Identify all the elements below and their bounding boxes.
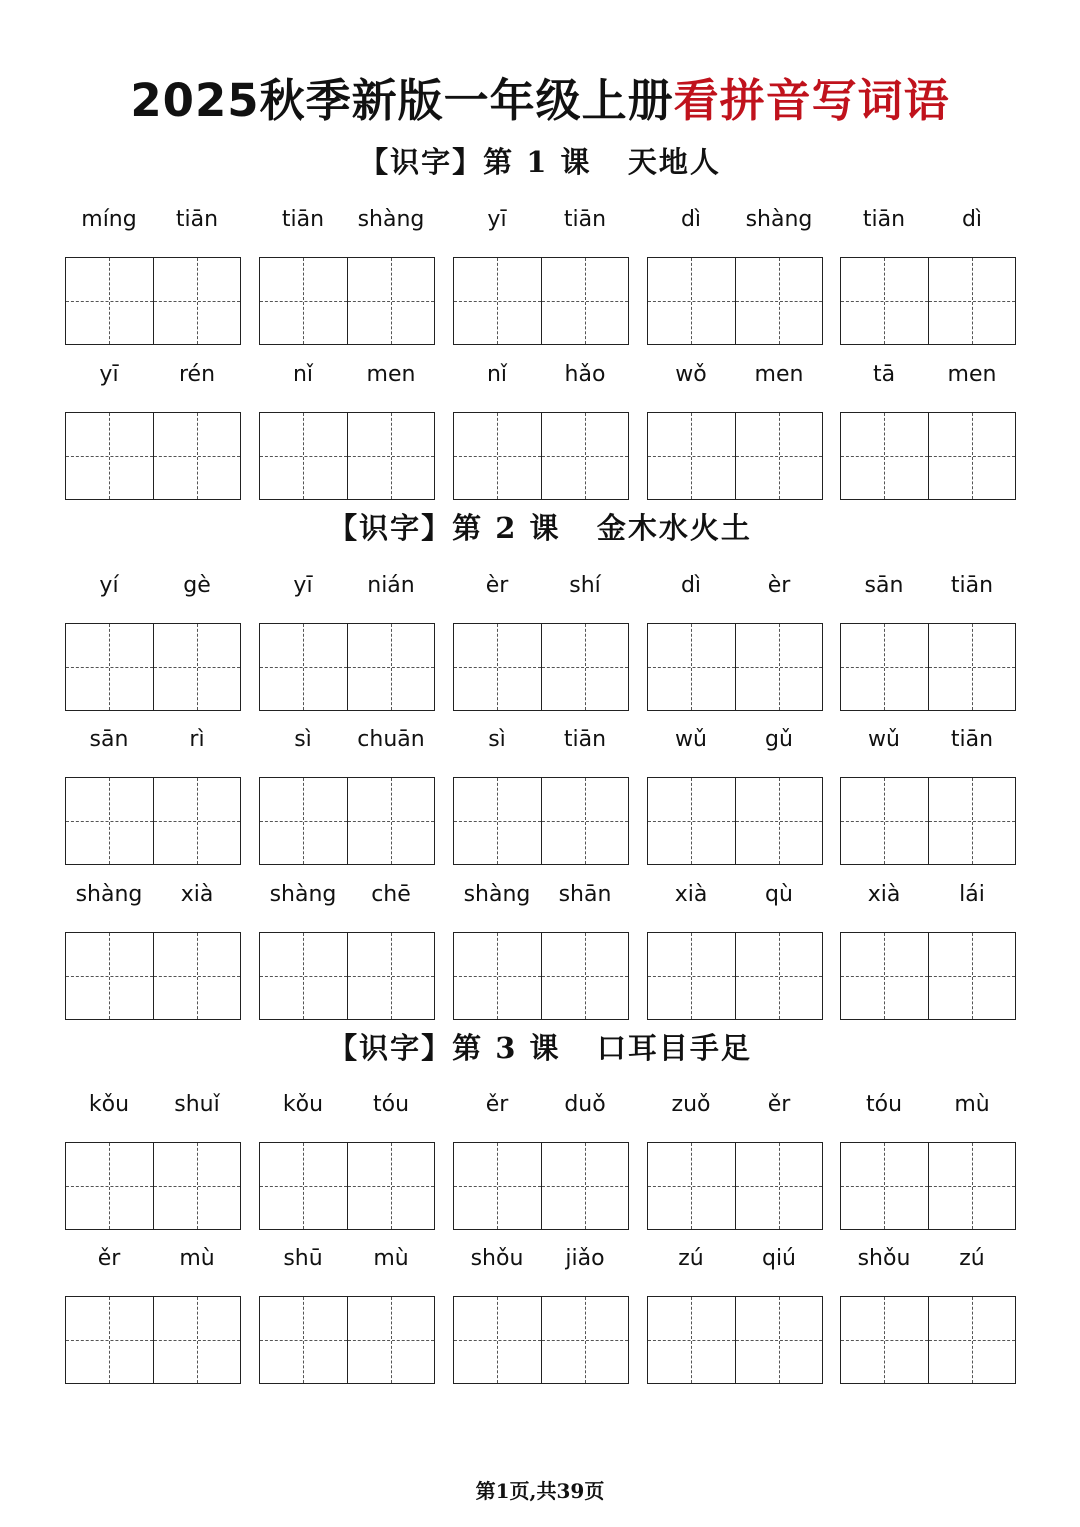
tianzige-cell[interactable]	[648, 933, 735, 1019]
word-item	[647, 202, 823, 352]
writing-grid	[647, 257, 823, 345]
writing-grid	[453, 1296, 629, 1384]
dashed-guide-vertical	[109, 933, 110, 1019]
writing-grid	[259, 932, 435, 1020]
pinyin-label: gǔ	[765, 727, 793, 752]
dashed-guide-vertical	[972, 933, 973, 1019]
word-item	[453, 722, 629, 872]
word-item	[259, 357, 435, 507]
pinyin-label: shàng	[463, 882, 531, 907]
writing-grid	[259, 777, 435, 865]
dashed-guide-vertical	[779, 933, 780, 1019]
writing-grid	[840, 1142, 1016, 1230]
pinyin-label: yī	[293, 573, 313, 598]
word-item	[647, 1241, 823, 1391]
dashed-guide-vertical	[691, 778, 692, 864]
dashed-guide-vertical	[197, 413, 198, 499]
tianzige-cell[interactable]	[153, 624, 241, 710]
tianzige-cell[interactable]	[648, 258, 735, 344]
pinyin-label: zuǒ	[671, 1092, 711, 1117]
tianzige-cell[interactable]	[260, 413, 347, 499]
tianzige-cell[interactable]	[541, 624, 629, 710]
pinyin-label: shū	[283, 1246, 323, 1271]
pinyin-label: wǔ	[675, 727, 707, 752]
dashed-guide-vertical	[391, 933, 392, 1019]
dashed-guide-vertical	[585, 933, 586, 1019]
pinyin-label: tiān	[563, 207, 607, 232]
writing-grid	[840, 412, 1016, 500]
dashed-guide-vertical	[391, 1297, 392, 1383]
word-item	[65, 1241, 241, 1391]
dashed-guide-vertical	[197, 258, 198, 344]
writing-grid	[65, 623, 241, 711]
tianzige-cell[interactable]	[66, 624, 153, 710]
tianzige-cell[interactable]	[66, 778, 153, 864]
pinyin-label: sì	[488, 727, 506, 752]
pinyin-label: tóu	[372, 1092, 410, 1117]
tianzige-cell[interactable]	[260, 1143, 347, 1229]
word-item	[453, 568, 629, 718]
tianzige-cell[interactable]	[347, 258, 435, 344]
word-item	[65, 1087, 241, 1237]
dashed-guide-vertical	[303, 258, 304, 344]
tianzige-cell[interactable]	[454, 413, 541, 499]
pinyin-label: duǒ	[564, 1092, 606, 1117]
pinyin-label: dì	[680, 207, 702, 232]
tianzige-cell[interactable]	[928, 1297, 1016, 1383]
tianzige-cell[interactable]	[841, 413, 928, 499]
pinyin-label: jiǎo	[565, 1246, 605, 1271]
dashed-guide-vertical	[497, 1143, 498, 1229]
word-item	[65, 722, 241, 872]
writing-grid	[453, 623, 629, 711]
pinyin-label: yī	[99, 362, 119, 387]
word-item	[647, 568, 823, 718]
pinyin-label: men	[754, 362, 804, 387]
word-item	[453, 357, 629, 507]
tianzige-cell[interactable]	[153, 1297, 241, 1383]
word-item	[259, 1241, 435, 1391]
tianzige-cell[interactable]	[260, 933, 347, 1019]
word-item	[647, 1087, 823, 1237]
word-item	[840, 568, 1016, 718]
word-item	[840, 877, 1016, 1027]
dashed-guide-vertical	[197, 1297, 198, 1383]
pinyin-label: mù	[373, 1246, 409, 1271]
pinyin-label: zú	[959, 1246, 985, 1271]
tianzige-cell[interactable]	[66, 1297, 153, 1383]
dashed-guide-vertical	[691, 933, 692, 1019]
pinyin-label: xià	[674, 882, 708, 907]
writing-grid	[647, 1142, 823, 1230]
dashed-guide-vertical	[585, 1143, 586, 1229]
dashed-guide-vertical	[972, 413, 973, 499]
tianzige-cell[interactable]	[928, 258, 1016, 344]
tianzige-cell[interactable]	[347, 624, 435, 710]
dashed-guide-vertical	[779, 624, 780, 710]
dashed-guide-vertical	[497, 624, 498, 710]
tianzige-cell[interactable]	[928, 1143, 1016, 1229]
tianzige-cell[interactable]	[648, 778, 735, 864]
page-title-main: 2025秋季新版一年级上册	[130, 74, 674, 127]
pinyin-label: yī	[487, 207, 507, 232]
writing-grid	[647, 623, 823, 711]
dashed-guide-vertical	[391, 1143, 392, 1229]
pinyin-label: shàng	[357, 207, 425, 232]
pinyin-label: ěr	[97, 1246, 121, 1271]
pinyin-label: rén	[178, 362, 216, 387]
dashed-guide-vertical	[972, 778, 973, 864]
dashed-guide-vertical	[779, 258, 780, 344]
pinyin-label: nǐ	[292, 362, 314, 387]
tianzige-cell[interactable]	[735, 1143, 823, 1229]
pinyin-label: tóu	[865, 1092, 903, 1117]
word-item	[65, 357, 241, 507]
dashed-guide-vertical	[972, 1143, 973, 1229]
dashed-guide-vertical	[109, 258, 110, 344]
tianzige-cell[interactable]	[153, 1143, 241, 1229]
tianzige-cell[interactable]	[735, 413, 823, 499]
word-item	[840, 357, 1016, 507]
tianzige-cell[interactable]	[260, 1297, 347, 1383]
pinyin-label: xià	[867, 882, 901, 907]
word-row	[0, 357, 1080, 507]
dashed-guide-vertical	[391, 778, 392, 864]
dashed-guide-vertical	[197, 933, 198, 1019]
pinyin-label: mù	[179, 1246, 215, 1271]
tianzige-cell[interactable]	[66, 933, 153, 1019]
dashed-guide-vertical	[109, 413, 110, 499]
tianzige-cell[interactable]	[347, 413, 435, 499]
pinyin-label: sān	[89, 727, 129, 752]
pinyin-label: tiān	[563, 727, 607, 752]
dashed-guide-vertical	[884, 624, 885, 710]
tianzige-cell[interactable]	[841, 624, 928, 710]
pinyin-label: gè	[183, 573, 211, 598]
pinyin-label: xià	[180, 882, 214, 907]
writing-grid	[647, 1296, 823, 1384]
pinyin-label: kǒu	[282, 1092, 324, 1117]
dashed-guide-vertical	[972, 1297, 973, 1383]
writing-grid	[65, 257, 241, 345]
page-title	[0, 66, 1080, 136]
writing-grid	[65, 777, 241, 865]
writing-grid	[453, 932, 629, 1020]
pinyin-label: lái	[959, 882, 985, 907]
tianzige-cell[interactable]	[648, 413, 735, 499]
dashed-guide-vertical	[497, 778, 498, 864]
pinyin-label: nǐ	[486, 362, 508, 387]
dashed-guide-vertical	[884, 1143, 885, 1229]
word-row	[0, 1087, 1080, 1237]
tianzige-cell[interactable]	[648, 1297, 735, 1383]
dashed-guide-vertical	[691, 624, 692, 710]
pinyin-label: zú	[678, 1246, 704, 1271]
pinyin-label: mù	[954, 1092, 990, 1117]
pinyin-label: yí	[99, 573, 119, 598]
dashed-guide-vertical	[779, 1297, 780, 1383]
pinyin-label: men	[366, 362, 416, 387]
pinyin-label: chuān	[357, 727, 425, 752]
tianzige-cell[interactable]	[541, 413, 629, 499]
word-item	[259, 722, 435, 872]
page-title-highlight: 看拼音写词语	[673, 74, 950, 127]
dashed-guide-vertical	[303, 1297, 304, 1383]
pinyin-label: èr	[767, 573, 791, 598]
writing-grid	[259, 412, 435, 500]
pinyin-label: kǒu	[88, 1092, 130, 1117]
pinyin-label: hǎo	[564, 362, 606, 387]
tianzige-cell[interactable]	[841, 778, 928, 864]
pinyin-label: shǒu	[857, 1246, 911, 1271]
tianzige-cell[interactable]	[735, 933, 823, 1019]
pinyin-label: shí	[569, 573, 601, 598]
dashed-guide-vertical	[585, 624, 586, 710]
word-item	[259, 568, 435, 718]
word-item	[647, 877, 823, 1027]
writing-grid	[65, 932, 241, 1020]
pinyin-label: men	[947, 362, 997, 387]
dashed-guide-vertical	[303, 624, 304, 710]
section-title: 【识字】第 3 课 口耳目手足	[328, 1031, 752, 1065]
writing-grid	[453, 777, 629, 865]
writing-grid	[647, 932, 823, 1020]
pinyin-label: èr	[485, 573, 509, 598]
pinyin-label: tiān	[950, 727, 994, 752]
dashed-guide-vertical	[585, 413, 586, 499]
word-row	[0, 568, 1080, 718]
tianzige-cell[interactable]	[841, 1297, 928, 1383]
dashed-guide-vertical	[391, 624, 392, 710]
page-footer: 第1页,共39页	[475, 1479, 605, 1503]
word-item	[840, 1241, 1016, 1391]
word-row	[0, 722, 1080, 872]
dashed-guide-vertical	[197, 778, 198, 864]
tianzige-cell[interactable]	[347, 1297, 435, 1383]
dashed-guide-vertical	[497, 933, 498, 1019]
tianzige-cell[interactable]	[735, 1297, 823, 1383]
tianzige-cell[interactable]	[153, 778, 241, 864]
word-item	[840, 202, 1016, 352]
tianzige-cell[interactable]	[454, 778, 541, 864]
dashed-guide-vertical	[884, 258, 885, 344]
writing-grid	[840, 623, 1016, 711]
tianzige-cell[interactable]	[153, 413, 241, 499]
pinyin-label: tā	[872, 362, 896, 387]
pinyin-label: shàng	[75, 882, 143, 907]
word-item	[840, 1087, 1016, 1237]
word-item	[840, 722, 1016, 872]
dashed-guide-vertical	[109, 624, 110, 710]
word-item	[65, 877, 241, 1027]
pinyin-label: shān	[558, 882, 612, 907]
pinyin-label: shàng	[745, 207, 813, 232]
dashed-guide-vertical	[779, 413, 780, 499]
dashed-guide-vertical	[497, 1297, 498, 1383]
dashed-guide-vertical	[303, 413, 304, 499]
tianzige-cell[interactable]	[541, 933, 629, 1019]
tianzige-cell[interactable]	[735, 258, 823, 344]
writing-grid	[647, 777, 823, 865]
tianzige-cell[interactable]	[928, 933, 1016, 1019]
tianzige-cell[interactable]	[347, 1143, 435, 1229]
tianzige-cell[interactable]	[454, 258, 541, 344]
section-title: 【识字】第 1 课 天地人	[359, 145, 721, 179]
dashed-guide-vertical	[884, 413, 885, 499]
tianzige-cell[interactable]	[541, 778, 629, 864]
writing-grid	[259, 257, 435, 345]
word-item	[453, 202, 629, 352]
pinyin-label: rì	[189, 727, 205, 752]
writing-grid	[259, 623, 435, 711]
writing-grid	[453, 412, 629, 500]
tianzige-cell[interactable]	[454, 1143, 541, 1229]
word-row	[0, 877, 1080, 1027]
tianzige-cell[interactable]	[648, 624, 735, 710]
dashed-guide-vertical	[585, 778, 586, 864]
word-item	[453, 877, 629, 1027]
word-item	[259, 1087, 435, 1237]
dashed-guide-vertical	[779, 1143, 780, 1229]
writing-grid	[65, 1296, 241, 1384]
pinyin-label: shàng	[269, 882, 337, 907]
tianzige-cell[interactable]	[735, 624, 823, 710]
pinyin-label: tiān	[175, 207, 219, 232]
dashed-guide-vertical	[391, 258, 392, 344]
pinyin-label: ěr	[767, 1092, 791, 1117]
section-title: 【识字】第 2 课 金木水火土	[328, 511, 752, 545]
word-item	[647, 357, 823, 507]
pinyin-label: shǒu	[470, 1246, 524, 1271]
dashed-guide-vertical	[691, 258, 692, 344]
tianzige-cell[interactable]	[648, 1143, 735, 1229]
pinyin-label: sì	[294, 727, 312, 752]
pinyin-label: dì	[961, 207, 983, 232]
tianzige-cell[interactable]	[541, 1297, 629, 1383]
tianzige-cell[interactable]	[841, 1143, 928, 1229]
tianzige-cell[interactable]	[541, 258, 629, 344]
word-item	[65, 202, 241, 352]
pinyin-label: qiú	[761, 1246, 797, 1271]
pinyin-label: tiān	[862, 207, 906, 232]
writing-grid	[453, 1142, 629, 1230]
tianzige-cell[interactable]	[928, 778, 1016, 864]
tianzige-cell[interactable]	[260, 624, 347, 710]
pinyin-label: shuǐ	[174, 1092, 220, 1117]
dashed-guide-vertical	[884, 933, 885, 1019]
pinyin-label: chē	[371, 882, 411, 907]
pinyin-label: tiān	[281, 207, 325, 232]
dashed-guide-vertical	[497, 413, 498, 499]
dashed-guide-vertical	[691, 413, 692, 499]
word-item	[647, 722, 823, 872]
tianzige-cell[interactable]	[841, 258, 928, 344]
dashed-guide-vertical	[109, 1297, 110, 1383]
tianzige-cell[interactable]	[541, 1143, 629, 1229]
pinyin-label: wǔ	[868, 727, 900, 752]
pinyin-label: tiān	[950, 573, 994, 598]
pinyin-label: wǒ	[675, 362, 707, 387]
tianzige-cell[interactable]	[260, 778, 347, 864]
writing-grid	[840, 777, 1016, 865]
tianzige-cell[interactable]	[66, 1143, 153, 1229]
dashed-guide-vertical	[972, 624, 973, 710]
writing-grid	[65, 1142, 241, 1230]
tianzige-cell[interactable]	[454, 1297, 541, 1383]
writing-grid	[453, 257, 629, 345]
dashed-guide-vertical	[109, 1143, 110, 1229]
tianzige-cell[interactable]	[347, 778, 435, 864]
dashed-guide-vertical	[303, 778, 304, 864]
tianzige-cell[interactable]	[454, 624, 541, 710]
word-item	[259, 202, 435, 352]
pinyin-label: ěr	[485, 1092, 509, 1117]
dashed-guide-vertical	[303, 1143, 304, 1229]
dashed-guide-vertical	[197, 1143, 198, 1229]
pinyin-label: nián	[367, 573, 415, 598]
pinyin-label: dì	[680, 573, 702, 598]
writing-grid	[840, 932, 1016, 1020]
dashed-guide-vertical	[779, 778, 780, 864]
dashed-guide-vertical	[972, 258, 973, 344]
writing-grid	[840, 1296, 1016, 1384]
tianzige-cell[interactable]	[735, 778, 823, 864]
word-item	[259, 877, 435, 1027]
word-row	[0, 202, 1080, 352]
tianzige-cell[interactable]	[928, 413, 1016, 499]
tianzige-cell[interactable]	[454, 933, 541, 1019]
dashed-guide-vertical	[303, 933, 304, 1019]
word-item	[453, 1087, 629, 1237]
tianzige-cell[interactable]	[347, 933, 435, 1019]
word-row	[0, 1241, 1080, 1391]
word-item	[453, 1241, 629, 1391]
word-item	[65, 568, 241, 718]
pinyin-label: míng	[81, 207, 137, 232]
pinyin-label: sān	[864, 573, 904, 598]
writing-grid	[840, 257, 1016, 345]
dashed-guide-vertical	[691, 1297, 692, 1383]
writing-grid	[259, 1296, 435, 1384]
tianzige-cell[interactable]	[153, 933, 241, 1019]
dashed-guide-vertical	[391, 413, 392, 499]
tianzige-cell[interactable]	[153, 258, 241, 344]
tianzige-cell[interactable]	[841, 933, 928, 1019]
dashed-guide-vertical	[884, 778, 885, 864]
pinyin-label: qù	[765, 882, 793, 907]
tianzige-cell[interactable]	[260, 258, 347, 344]
dashed-guide-vertical	[197, 624, 198, 710]
dashed-guide-vertical	[585, 1297, 586, 1383]
writing-grid	[259, 1142, 435, 1230]
dashed-guide-vertical	[109, 778, 110, 864]
dashed-guide-vertical	[691, 1143, 692, 1229]
dashed-guide-vertical	[497, 258, 498, 344]
tianzige-cell[interactable]	[66, 413, 153, 499]
writing-grid	[65, 412, 241, 500]
tianzige-cell[interactable]	[66, 258, 153, 344]
writing-grid	[647, 412, 823, 500]
dashed-guide-vertical	[884, 1297, 885, 1383]
tianzige-cell[interactable]	[928, 624, 1016, 710]
dashed-guide-vertical	[585, 258, 586, 344]
